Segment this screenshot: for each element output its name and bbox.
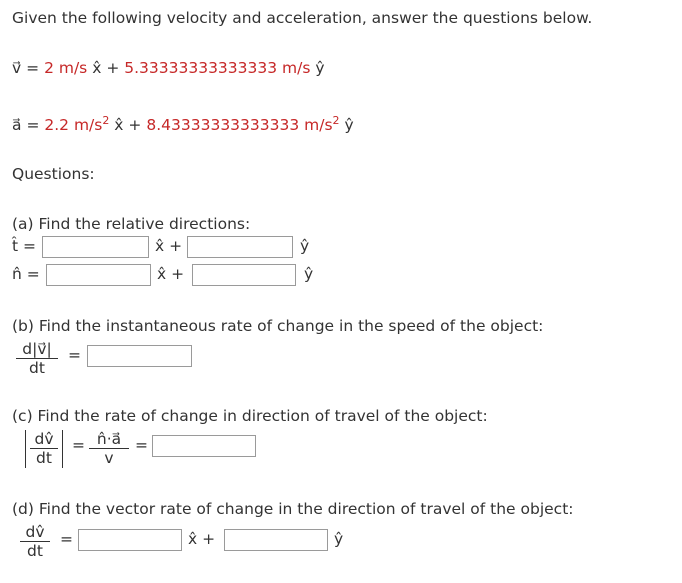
n-hat-label: n̂ =	[12, 265, 40, 283]
acceleration-eq: =	[26, 116, 40, 135]
questions-heading: Questions:	[12, 165, 95, 183]
part-c-equals-2: =	[135, 436, 148, 454]
n-hat-x-plus: x̂ +	[157, 265, 185, 283]
n-hat-y-unit: ŷ	[304, 265, 314, 283]
vector-derivative-fraction	[20, 523, 50, 560]
abs-bar-right	[62, 430, 63, 468]
t-hat-x-plus: x̂ +	[155, 237, 183, 255]
direction-vector-y-input[interactable]	[224, 529, 328, 551]
n-hat-x-input[interactable]	[46, 264, 151, 286]
velocity-equation	[12, 59, 325, 77]
part-c-equals-1: =	[72, 436, 85, 454]
direction-rate-input[interactable]	[152, 435, 256, 457]
velocity-eq: =	[26, 59, 40, 77]
t-hat-x-input[interactable]	[42, 236, 149, 258]
part-d-prompt: (d) Find the vector rate of change in the direction of travel of the object:	[12, 500, 574, 518]
velocity-x-value: 2 m/s	[44, 59, 88, 77]
velocity-y-unit: ŷ	[315, 59, 325, 77]
part-c-prompt: (c) Find the rate of change in direction of travel of the object:	[12, 407, 488, 425]
acceleration-x-number: 2.2 m/s	[44, 116, 103, 135]
part-a-prompt: (a) Find the relative directions:	[12, 215, 251, 233]
acceleration-x-exponent: 2	[102, 114, 110, 127]
speed-derivative-fraction	[16, 340, 58, 377]
direction-derivative-denominator: dt	[36, 449, 52, 467]
acceleration-x-unit: x̂	[114, 116, 124, 135]
speed-rate-input[interactable]	[87, 345, 192, 367]
direction-vector-x-input[interactable]	[78, 529, 182, 551]
acceleration-x-value	[44, 116, 109, 134]
v-denominator: v	[104, 449, 114, 467]
t-hat-y-input[interactable]	[187, 236, 293, 258]
n-hat-y-input[interactable]	[192, 264, 296, 286]
direction-vector-y-unit: ŷ	[334, 530, 344, 548]
acceleration-y-unit: ŷ	[344, 116, 354, 135]
acceleration-equation	[12, 114, 354, 134]
vector-derivative-denominator: dt	[27, 542, 43, 560]
velocity-x-unit: x̂	[92, 59, 102, 77]
direction-vector-x-plus: x̂ +	[188, 530, 216, 548]
abs-bar-left	[25, 430, 26, 468]
n-dot-a-numerator: n̂·a⃗	[89, 430, 129, 449]
intro-text: Given the following velocity and acceleration, answer the questions below.	[12, 9, 593, 27]
n-dot-a-over-v-fraction	[89, 430, 129, 467]
t-hat-label: t̂ =	[12, 237, 36, 255]
speed-derivative-numerator: d|v⃗|	[16, 340, 58, 359]
acceleration-y-number: 8.43333333333333 m/s	[146, 116, 333, 135]
part-b-equals: =	[68, 346, 81, 364]
velocity-symbol: v⃗	[12, 59, 22, 77]
acceleration-symbol: a⃗	[12, 116, 22, 135]
velocity-plus: +	[106, 59, 120, 77]
t-hat-y-unit: ŷ	[300, 237, 310, 255]
acceleration-y-value	[146, 116, 339, 134]
velocity-y-value: 5.33333333333333 m/s	[124, 59, 311, 77]
acceleration-plus: +	[128, 116, 142, 135]
acceleration-y-exponent: 2	[332, 114, 340, 127]
part-b-prompt: (b) Find the instantaneous rate of change in the speed of the object:	[12, 317, 544, 335]
part-d-equals: =	[60, 530, 73, 548]
vector-derivative-numerator: dv̂	[20, 523, 50, 542]
direction-derivative-numerator: dv̂	[30, 430, 58, 449]
direction-derivative-fraction	[30, 430, 58, 467]
speed-derivative-denominator: dt	[29, 359, 45, 377]
